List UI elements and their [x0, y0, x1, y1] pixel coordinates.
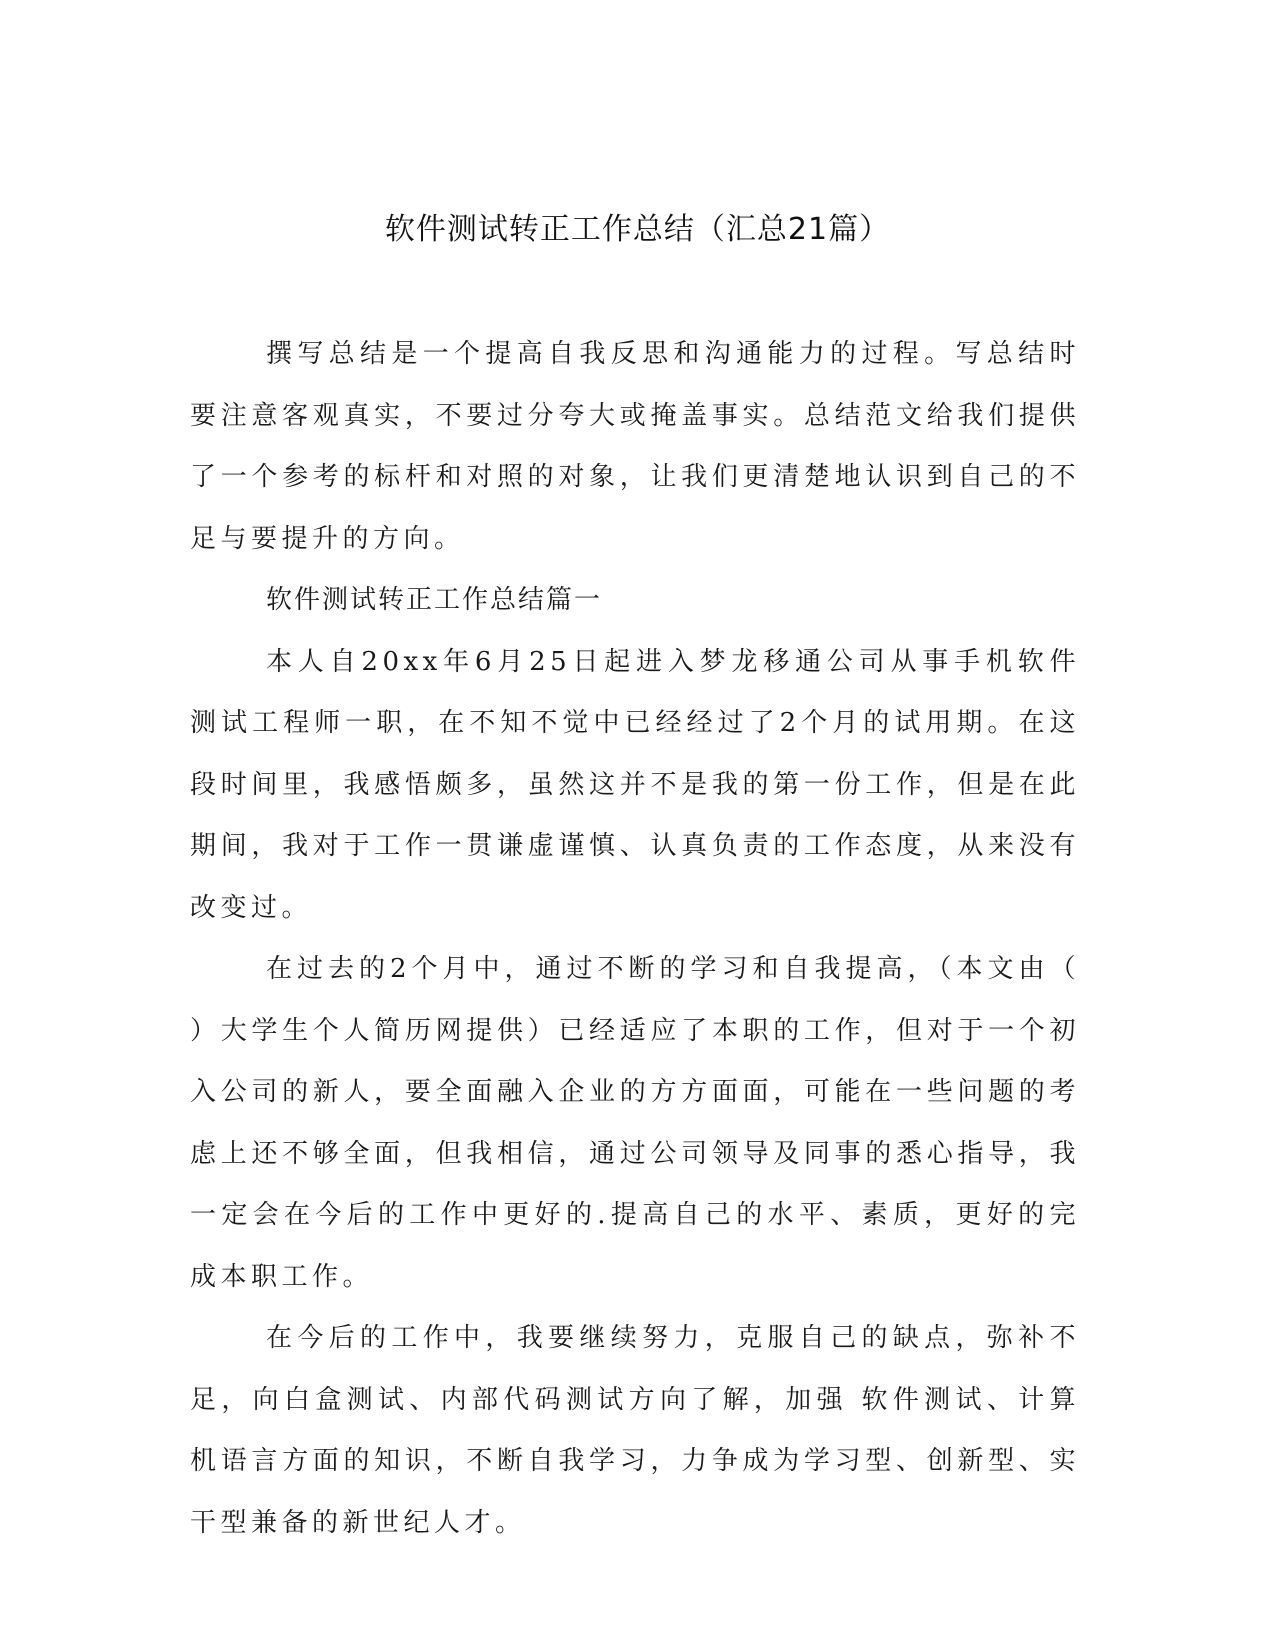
document-body [190, 324, 1142, 1554]
section-heading: 软件测试转正工作总结篇一 [266, 585, 603, 615]
document-title: 软件测试转正工作总结（汇总21篇） [384, 212, 891, 247]
body-paragraph: 在今后的工作中，我要继续努力，克服自己的缺点，弥补不足，向白盒测试、内部代码测试方向了解，加强 软件测试、计算机语言方面的知识，不断自我学习，力争成为学习型、创新型、实干型兼备的新世纪人才。 [190, 1323, 1080, 1538]
intro-paragraph: 撰写总结是一个提高自我反思和沟通能力的过程。写总结时要注意客观真实，不要过分夸大或掩盖事实。总结范文给我们提供了一个参考的标杆和对照的对象，让我们更清楚地认识到自己的不足与要提升的方向。 [190, 339, 1080, 554]
body-paragraph: 在过去的2个月中，通过不断的学习和自我提高，（本文由（ ）大学生个人简历网提供）已经适应了本职的工作，但对于一个初入公司的新人，要全面融入企业的方方面面，可能在一些问题的考虑上还不够全面，但我相信，通过公司领导及同事的悉心指导，我一定会在今后的工作中更好的.提高自己的水平、素质，更好的完成本职工作。 [190, 954, 1142, 1292]
body-paragraph: 本人自20xx年6月25日起进入梦龙移通公司从事手机软件测试工程师一职，在不知不觉中已经经过了2个月的试用期。在这段时间里，我感悟颇多，虽然这并不是我的第一份工作，但是在此期间，我对于工作一贯谦虚谨慎、认真负责的工作态度，从来没有改变过。 [190, 646, 1080, 923]
